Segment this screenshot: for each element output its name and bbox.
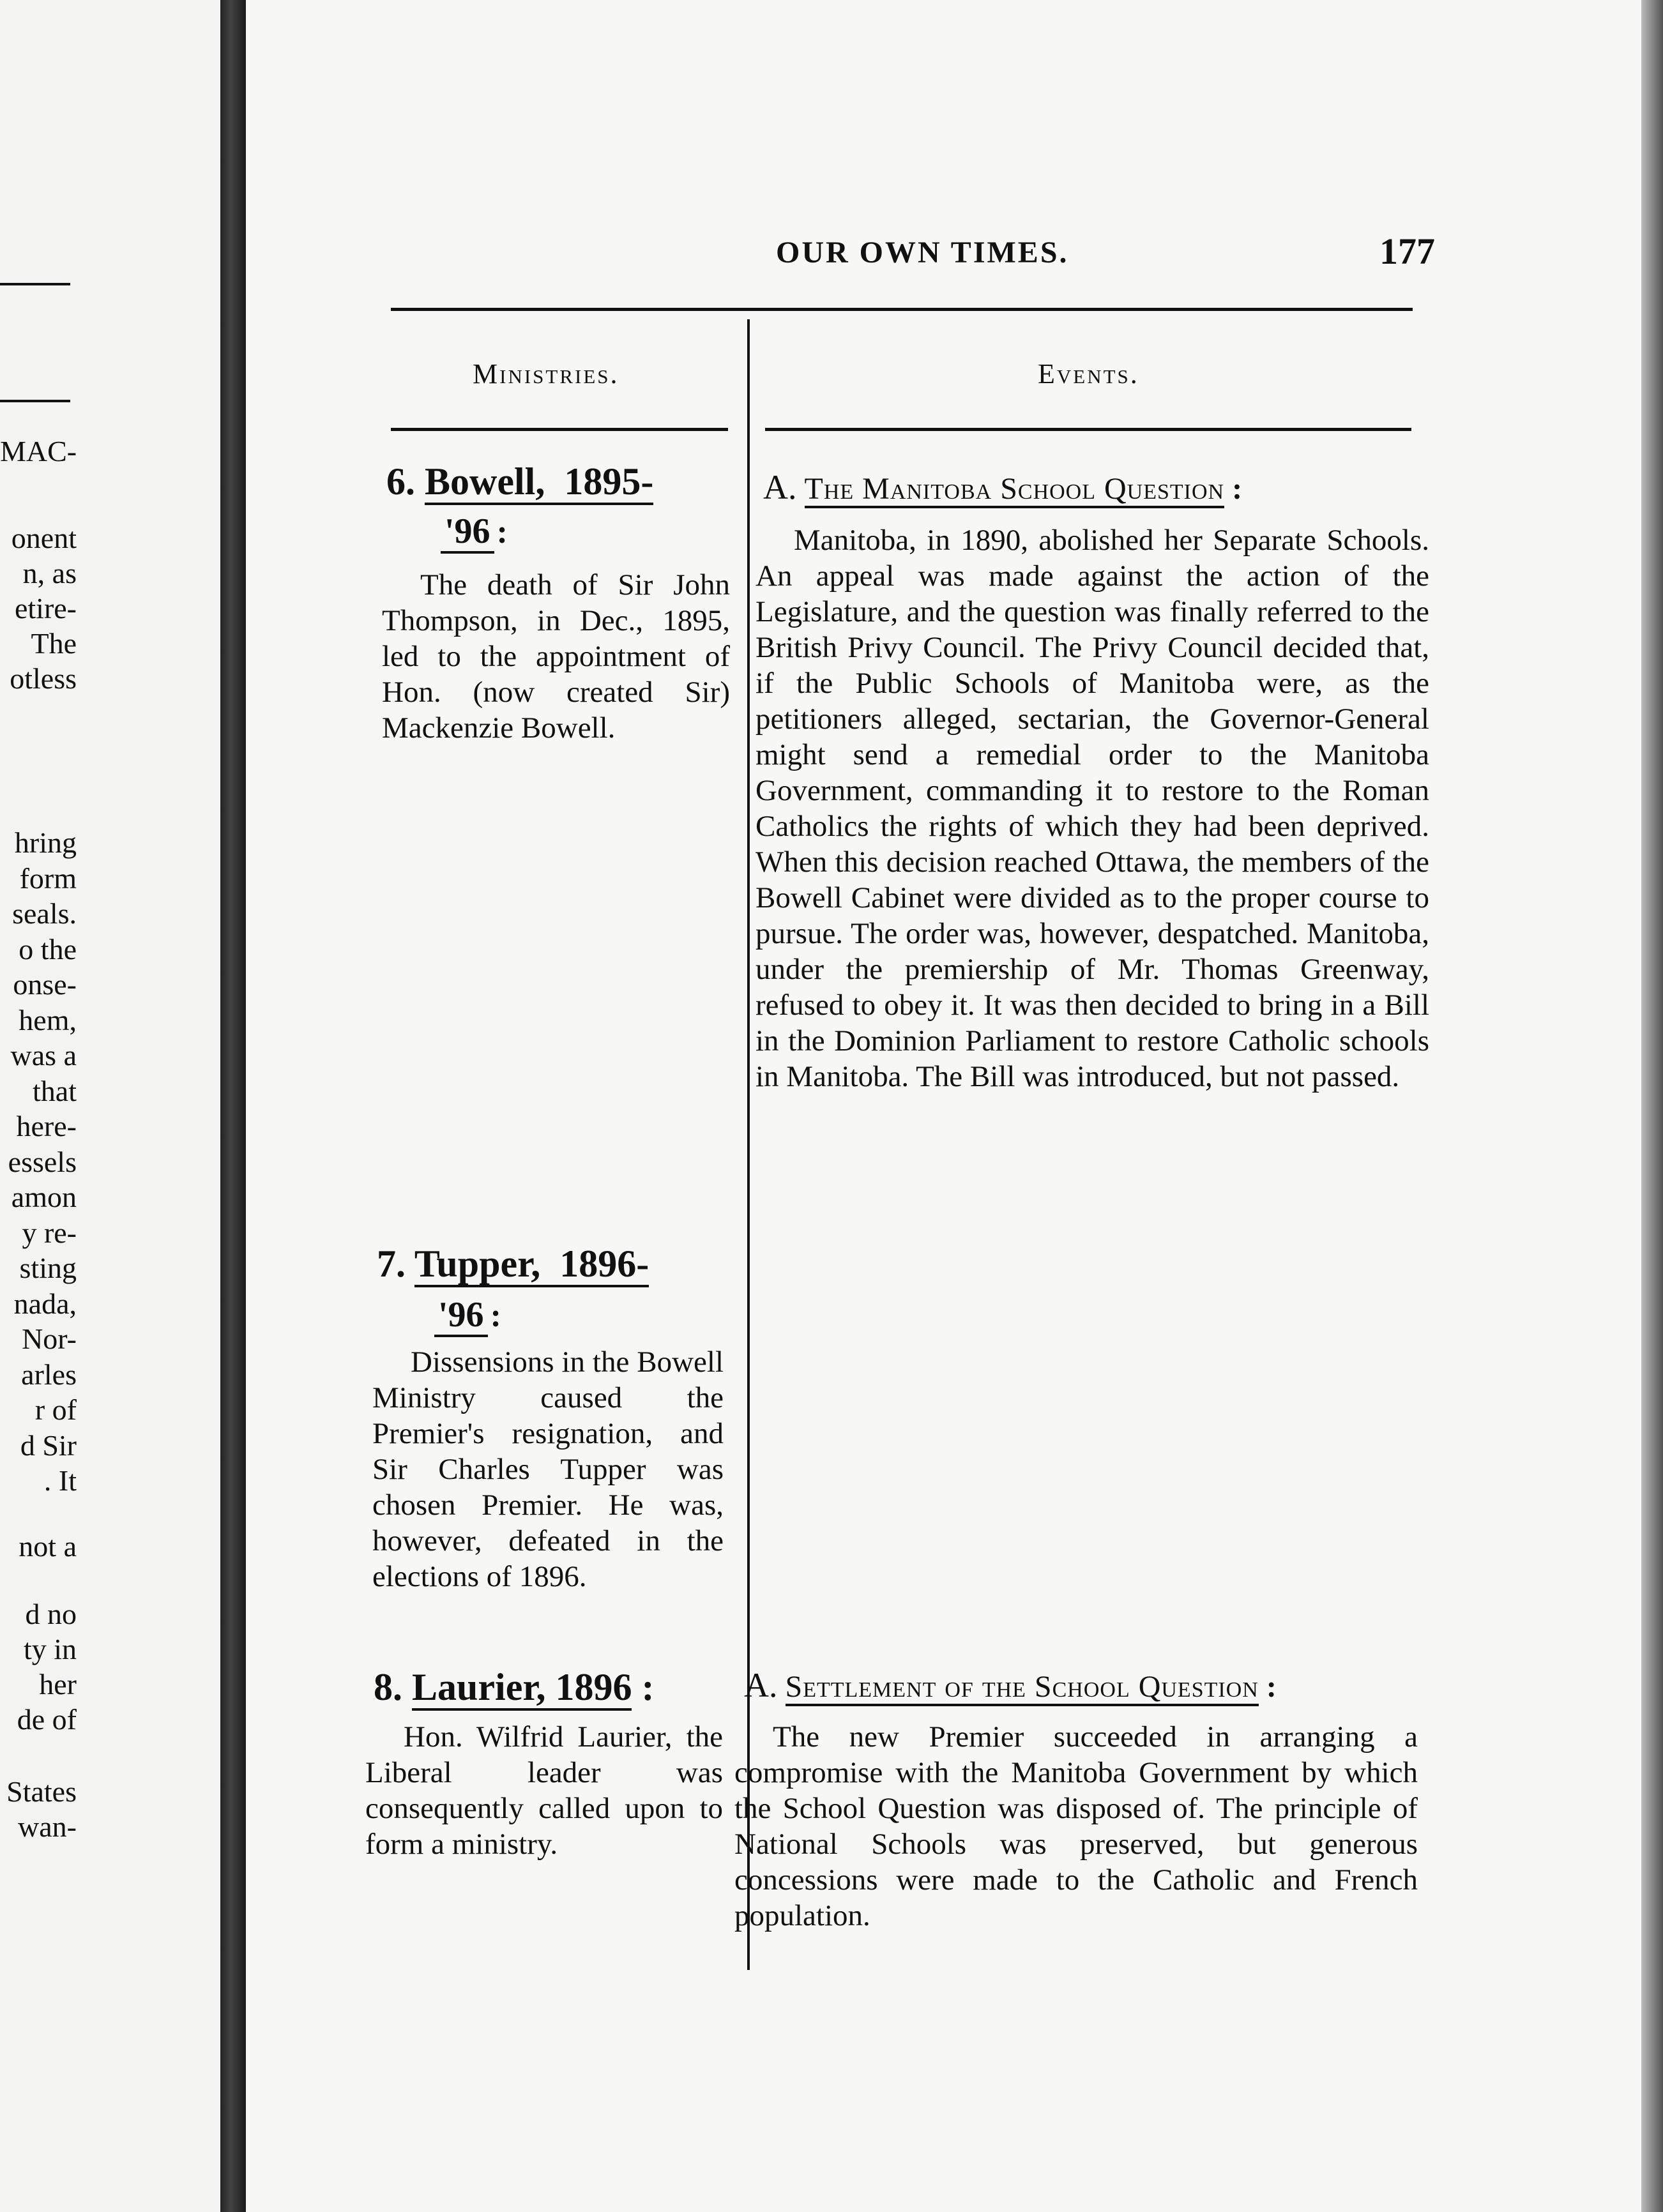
prev-page-block	[0, 1596, 77, 1737]
prev-page-line: hring	[14, 826, 77, 859]
ministry-heading-continued	[434, 1294, 501, 1335]
prev-page-block	[0, 1774, 77, 1844]
ministry-years-end: '96	[441, 511, 494, 554]
prev-page-line: that	[33, 1074, 77, 1107]
header-rule-right	[765, 428, 1411, 431]
event-heading	[744, 1665, 1277, 1705]
prev-page-line: n, as	[22, 557, 77, 589]
header-rule-left	[391, 428, 728, 431]
prev-page-line: Nor-	[22, 1322, 77, 1355]
prev-page-line: MAC-	[0, 435, 77, 467]
previous-page-fragment	[0, 0, 220, 2212]
prev-page-line: was a	[10, 1039, 77, 1072]
running-head: OUR OWN TIMES.	[776, 236, 1069, 269]
prev-page-block	[0, 825, 77, 1499]
ministry-number: 6.	[386, 460, 415, 503]
prev-page-line: seals.	[12, 897, 77, 930]
column-header-events: Events.	[1038, 358, 1139, 390]
heading-colon: :	[1266, 1670, 1277, 1704]
heading-colon: :	[641, 1666, 655, 1708]
ministry-years-end: '96	[434, 1295, 488, 1337]
event-letter: A.	[763, 468, 797, 506]
prev-page-line: form	[19, 861, 77, 895]
prev-page-line: . It	[43, 1464, 77, 1497]
prev-page-line: her	[39, 1668, 77, 1701]
book-spine	[220, 0, 246, 2212]
prev-page-line: amon	[11, 1181, 77, 1213]
prev-page-rule-2	[0, 400, 70, 402]
prev-page-line: arles	[21, 1358, 77, 1391]
column-header-ministries: Ministries.	[473, 358, 619, 390]
ministry-title	[425, 460, 653, 505]
prev-page-line: here-	[16, 1110, 77, 1142]
prev-page-line: otless	[10, 662, 77, 695]
prev-page-rule-1	[0, 283, 70, 285]
ministry-years: 1895-	[564, 460, 654, 503]
heading-colon: :	[496, 514, 508, 550]
prev-page-line: The	[31, 627, 77, 660]
ministry-years: 1896	[555, 1666, 632, 1708]
prev-page-line: hem,	[19, 1003, 77, 1036]
ministry-number: 8.	[374, 1666, 402, 1708]
top-rule	[391, 308, 1413, 311]
prev-page-line: etire-	[14, 592, 77, 625]
page-number: 177	[1379, 231, 1435, 272]
ministry-name: Tupper,	[414, 1243, 541, 1285]
event-title: Settlement of the School Question	[786, 1670, 1259, 1706]
prev-page-line: essels	[8, 1145, 77, 1178]
ministry-text: Hon. Wilfrid Laurier, the Liberal leader was consequently called upon to form a ministry.	[365, 1720, 723, 1861]
ministry-name: Bowell,	[425, 460, 545, 503]
ministry-heading-continued	[441, 511, 508, 552]
page-edge	[1641, 0, 1663, 2212]
ministry-heading	[386, 460, 653, 504]
ministry-number: 7.	[377, 1243, 406, 1285]
event-heading	[763, 467, 1242, 507]
event-letter: A.	[744, 1666, 778, 1704]
prev-page-line: de of	[17, 1703, 77, 1736]
ministry-title	[412, 1666, 632, 1711]
prev-page-line: d no	[25, 1598, 77, 1630]
prev-page-line: ty in	[23, 1633, 77, 1665]
ministry-text: The death of Sir John Thompson, in Dec., 1895, led to the appointment of Hon. (now created Sir) Mackenzie Bowell.	[382, 568, 730, 745]
prev-page-line: onse-	[13, 968, 77, 1001]
event-text: The new Premier succeeded in arranging a compromise with the Manitoba Government by which the School Question was disposed of. The principle of National Schools was preserved, but generous concessions were made to the Catholic and French population.	[734, 1720, 1418, 1932]
prev-page-line: States	[6, 1775, 77, 1808]
prev-page-line: y re-	[22, 1216, 77, 1249]
prev-page-line: wan-	[18, 1810, 77, 1843]
ministry-heading	[377, 1242, 649, 1286]
ministry-heading	[374, 1665, 654, 1709]
prev-page-line: onent	[11, 522, 77, 554]
ministry-text: Dissensions in the Bowell Ministry caused the Premier's resignation, and Sir Charles Tupper was chosen Premier. He was, however, defeated in the elections of 1896.	[372, 1345, 724, 1593]
heading-colon: :	[1232, 472, 1243, 506]
ministry-years: 1896-	[559, 1243, 649, 1285]
heading-colon: :	[490, 1298, 501, 1334]
ministry-name: Laurier,	[412, 1666, 546, 1708]
prev-page-line: d Sir	[20, 1428, 77, 1462]
prev-page-line: not a	[19, 1530, 77, 1563]
prev-page-block	[0, 520, 77, 696]
event-title: The Manitoba School Question	[805, 472, 1225, 508]
ministry-title	[414, 1243, 649, 1287]
prev-page-line: sting	[19, 1252, 77, 1284]
prev-page-line: nada,	[13, 1287, 77, 1320]
prev-page-line: r of	[34, 1393, 77, 1426]
event-text: Manitoba, in 1890, abolished her Separate Schools. An appeal was made against the action of the Legislature, and the question was finally referred to the British Privy Council. The Privy Council decided that, if the Public Schools of Manitoba were, as the petitioners alleged, sectarian, the Governor-General might send a remedial order to the Manitoba Government, commanding it to restore to the Roman Catholics the rights of which they had been deprived. When this decision reached Ottawa, the members of the Bowell Cabinet were divided as to the proper course to pursue. The order was, however, despatched. Manitoba, under the premiership of Mr. Thomas Greenway, refused to obey it. It was then decided to bring in a Bill in the Dominion Parliament to restore Catholic schools in Manitoba. The Bill was introduced, but not passed.	[756, 524, 1429, 1093]
prev-page-line: o the	[19, 932, 77, 966]
